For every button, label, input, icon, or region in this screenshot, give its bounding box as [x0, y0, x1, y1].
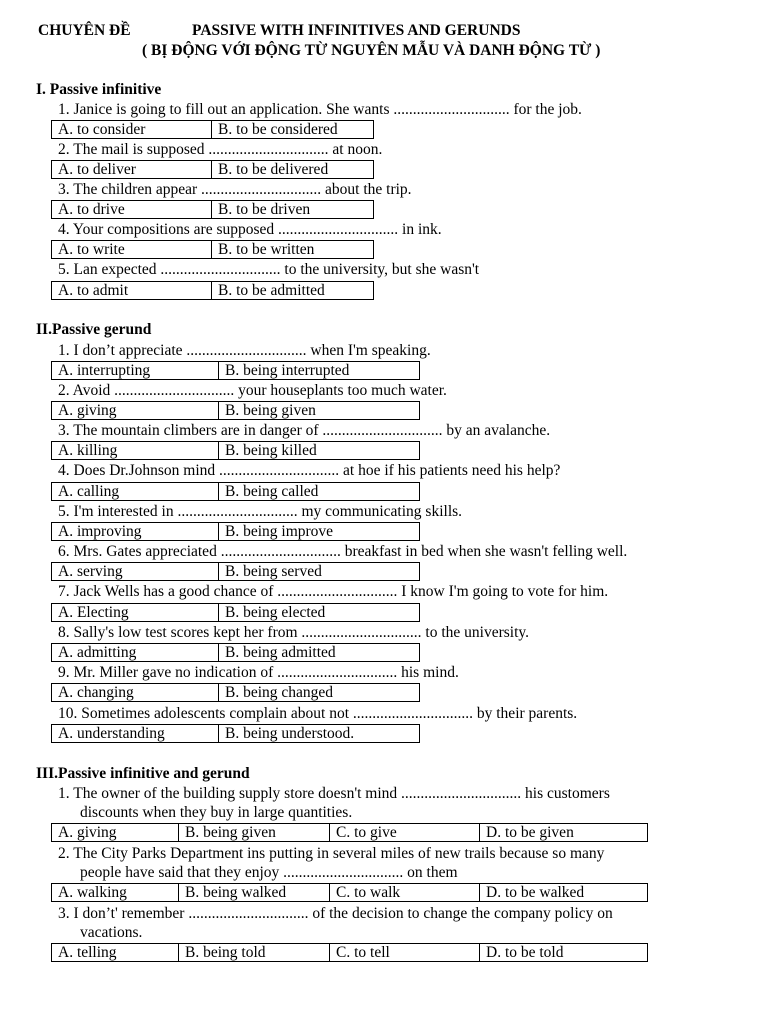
option-a[interactable]: A. giving	[52, 824, 179, 841]
option-a[interactable]: A. killing	[52, 442, 219, 459]
question-text: 5. I'm interested in ............................... my communicating skills.	[58, 503, 463, 520]
option-row	[51, 361, 420, 380]
option-row	[51, 724, 420, 743]
option-row	[51, 281, 374, 300]
option-row	[51, 683, 420, 702]
option-b[interactable]: B. being elected	[225, 604, 326, 621]
option-b[interactable]: B. to be considered	[218, 121, 338, 138]
option-b[interactable]: B. to be admitted	[218, 282, 325, 299]
option-row	[51, 562, 420, 581]
option-b[interactable]: B. being killed	[225, 442, 317, 459]
option-c[interactable]: C. to give	[330, 824, 480, 841]
option-d[interactable]: D. to be walked	[486, 884, 585, 901]
option-a[interactable]: A. Electing	[52, 604, 219, 621]
question-text: 5. Lan expected ............................... to the university, but she wasn't	[58, 261, 480, 278]
option-row	[51, 603, 420, 622]
option-b[interactable]: B. being interrupted	[225, 362, 350, 379]
option-a[interactable]: A. serving	[52, 563, 219, 580]
option-row	[51, 120, 374, 139]
option-a[interactable]: A. giving	[52, 402, 219, 419]
question-text: 1. Janice is going to fill out an application. She wants .............................. for the job.	[58, 101, 582, 118]
question-text: 2. Avoid ............................... your houseplants too much water.	[58, 382, 447, 399]
topic-label: CHUYÊN ĐỀ	[38, 22, 131, 39]
option-d[interactable]: D. to be told	[486, 944, 564, 961]
option-a[interactable]: A. changing	[52, 684, 219, 701]
question-text: 9. Mr. Miller gave no indication of ............................... his mind.	[58, 664, 459, 681]
question-text: 8. Sally's low test scores kept her from ............................... to the university.	[58, 624, 530, 641]
option-d[interactable]: D. to be given	[486, 824, 574, 841]
option-b[interactable]: B. to be delivered	[218, 161, 329, 178]
option-b[interactable]: B. being changed	[225, 684, 334, 701]
option-a[interactable]: A. improving	[52, 523, 219, 540]
question-text-continued: discounts when they buy in large quantities.	[80, 804, 353, 821]
question-text: 10. Sometimes adolescents complain about not ............................... by their parents.	[58, 705, 578, 722]
option-c[interactable]: C. to walk	[330, 884, 480, 901]
option-a[interactable]: A. to admit	[52, 282, 212, 299]
question-text-continued: people have said that they enjoy ............................... on them	[80, 864, 458, 881]
option-b[interactable]: B. being called	[225, 483, 319, 500]
question-text: 1. The owner of the building supply store doesn't mind ............................... his customers	[58, 785, 610, 802]
option-a[interactable]: A. to write	[52, 241, 212, 258]
option-c[interactable]: C. to tell	[330, 944, 480, 961]
question-text: 1. I don’t appreciate ............................... when I'm speaking.	[58, 342, 431, 359]
option-row	[51, 943, 648, 962]
page-subtitle: ( BỊ ĐỘNG VỚI ĐỘNG TỪ NGUYÊN MẪU VÀ DANH ĐỘNG TỪ )	[142, 42, 601, 59]
question-text: 6. Mrs. Gates appreciated ............................... breakfast in bed when she wasn't felling well.	[58, 543, 628, 560]
question-text: 2. The mail is supposed ............................... at noon.	[58, 141, 383, 158]
page-title: PASSIVE WITH INFINITIVES AND GERUNDS	[192, 22, 521, 39]
question-text-continued: vacations.	[80, 924, 143, 941]
section-title: III.Passive infinitive and gerund	[36, 765, 250, 782]
option-b[interactable]: B. to be written	[218, 241, 315, 258]
question-text: 7. Jack Wells has a good chance of ............................... I know I'm going to vote for him.	[58, 583, 609, 600]
option-row	[51, 441, 420, 460]
option-b[interactable]: B. being served	[225, 563, 322, 580]
option-b[interactable]: B. to be driven	[218, 201, 311, 218]
option-row	[51, 643, 420, 662]
option-a[interactable]: A. admitting	[52, 644, 219, 661]
question-text: 3. I don’t' remember ............................... of the decision to change the company policy on	[58, 905, 613, 922]
option-a[interactable]: A. to consider	[52, 121, 212, 138]
question-text: 2. The City Parks Department ins putting in several miles of new trails because so many	[58, 845, 605, 862]
option-b[interactable]: B. being told	[179, 944, 330, 961]
option-b[interactable]: B. being admitted	[225, 644, 336, 661]
option-row	[51, 200, 374, 219]
option-row	[51, 482, 420, 501]
option-row	[51, 160, 374, 179]
option-b[interactable]: B. being improve	[225, 523, 334, 540]
option-a[interactable]: A. interrupting	[52, 362, 219, 379]
question-text: 4. Does Dr.Johnson mind ............................... at hoe if his patients need his help?	[58, 462, 561, 479]
option-b[interactable]: B. being given	[225, 402, 316, 419]
section-title: I. Passive infinitive	[36, 81, 162, 98]
option-b[interactable]: B. being walked	[179, 884, 330, 901]
section-title: II.Passive gerund	[36, 321, 152, 338]
option-a[interactable]: A. walking	[52, 884, 179, 901]
question-text: 3. The mountain climbers are in danger of ............................... by an avalanche.	[58, 422, 551, 439]
option-a[interactable]: A. understanding	[52, 725, 219, 742]
option-a[interactable]: A. telling	[52, 944, 179, 961]
option-a[interactable]: A. calling	[52, 483, 219, 500]
option-row	[51, 522, 420, 541]
option-row	[51, 240, 374, 259]
option-a[interactable]: A. to drive	[52, 201, 212, 218]
question-text: 3. The children appear ............................... about the trip.	[58, 181, 412, 198]
question-text: 4. Your compositions are supposed ............................... in ink.	[58, 221, 442, 238]
option-row	[51, 823, 648, 842]
option-a[interactable]: A. to deliver	[52, 161, 212, 178]
option-row	[51, 401, 420, 420]
option-b[interactable]: B. being understood.	[225, 725, 355, 742]
option-row	[51, 883, 648, 902]
option-b[interactable]: B. being given	[179, 824, 330, 841]
